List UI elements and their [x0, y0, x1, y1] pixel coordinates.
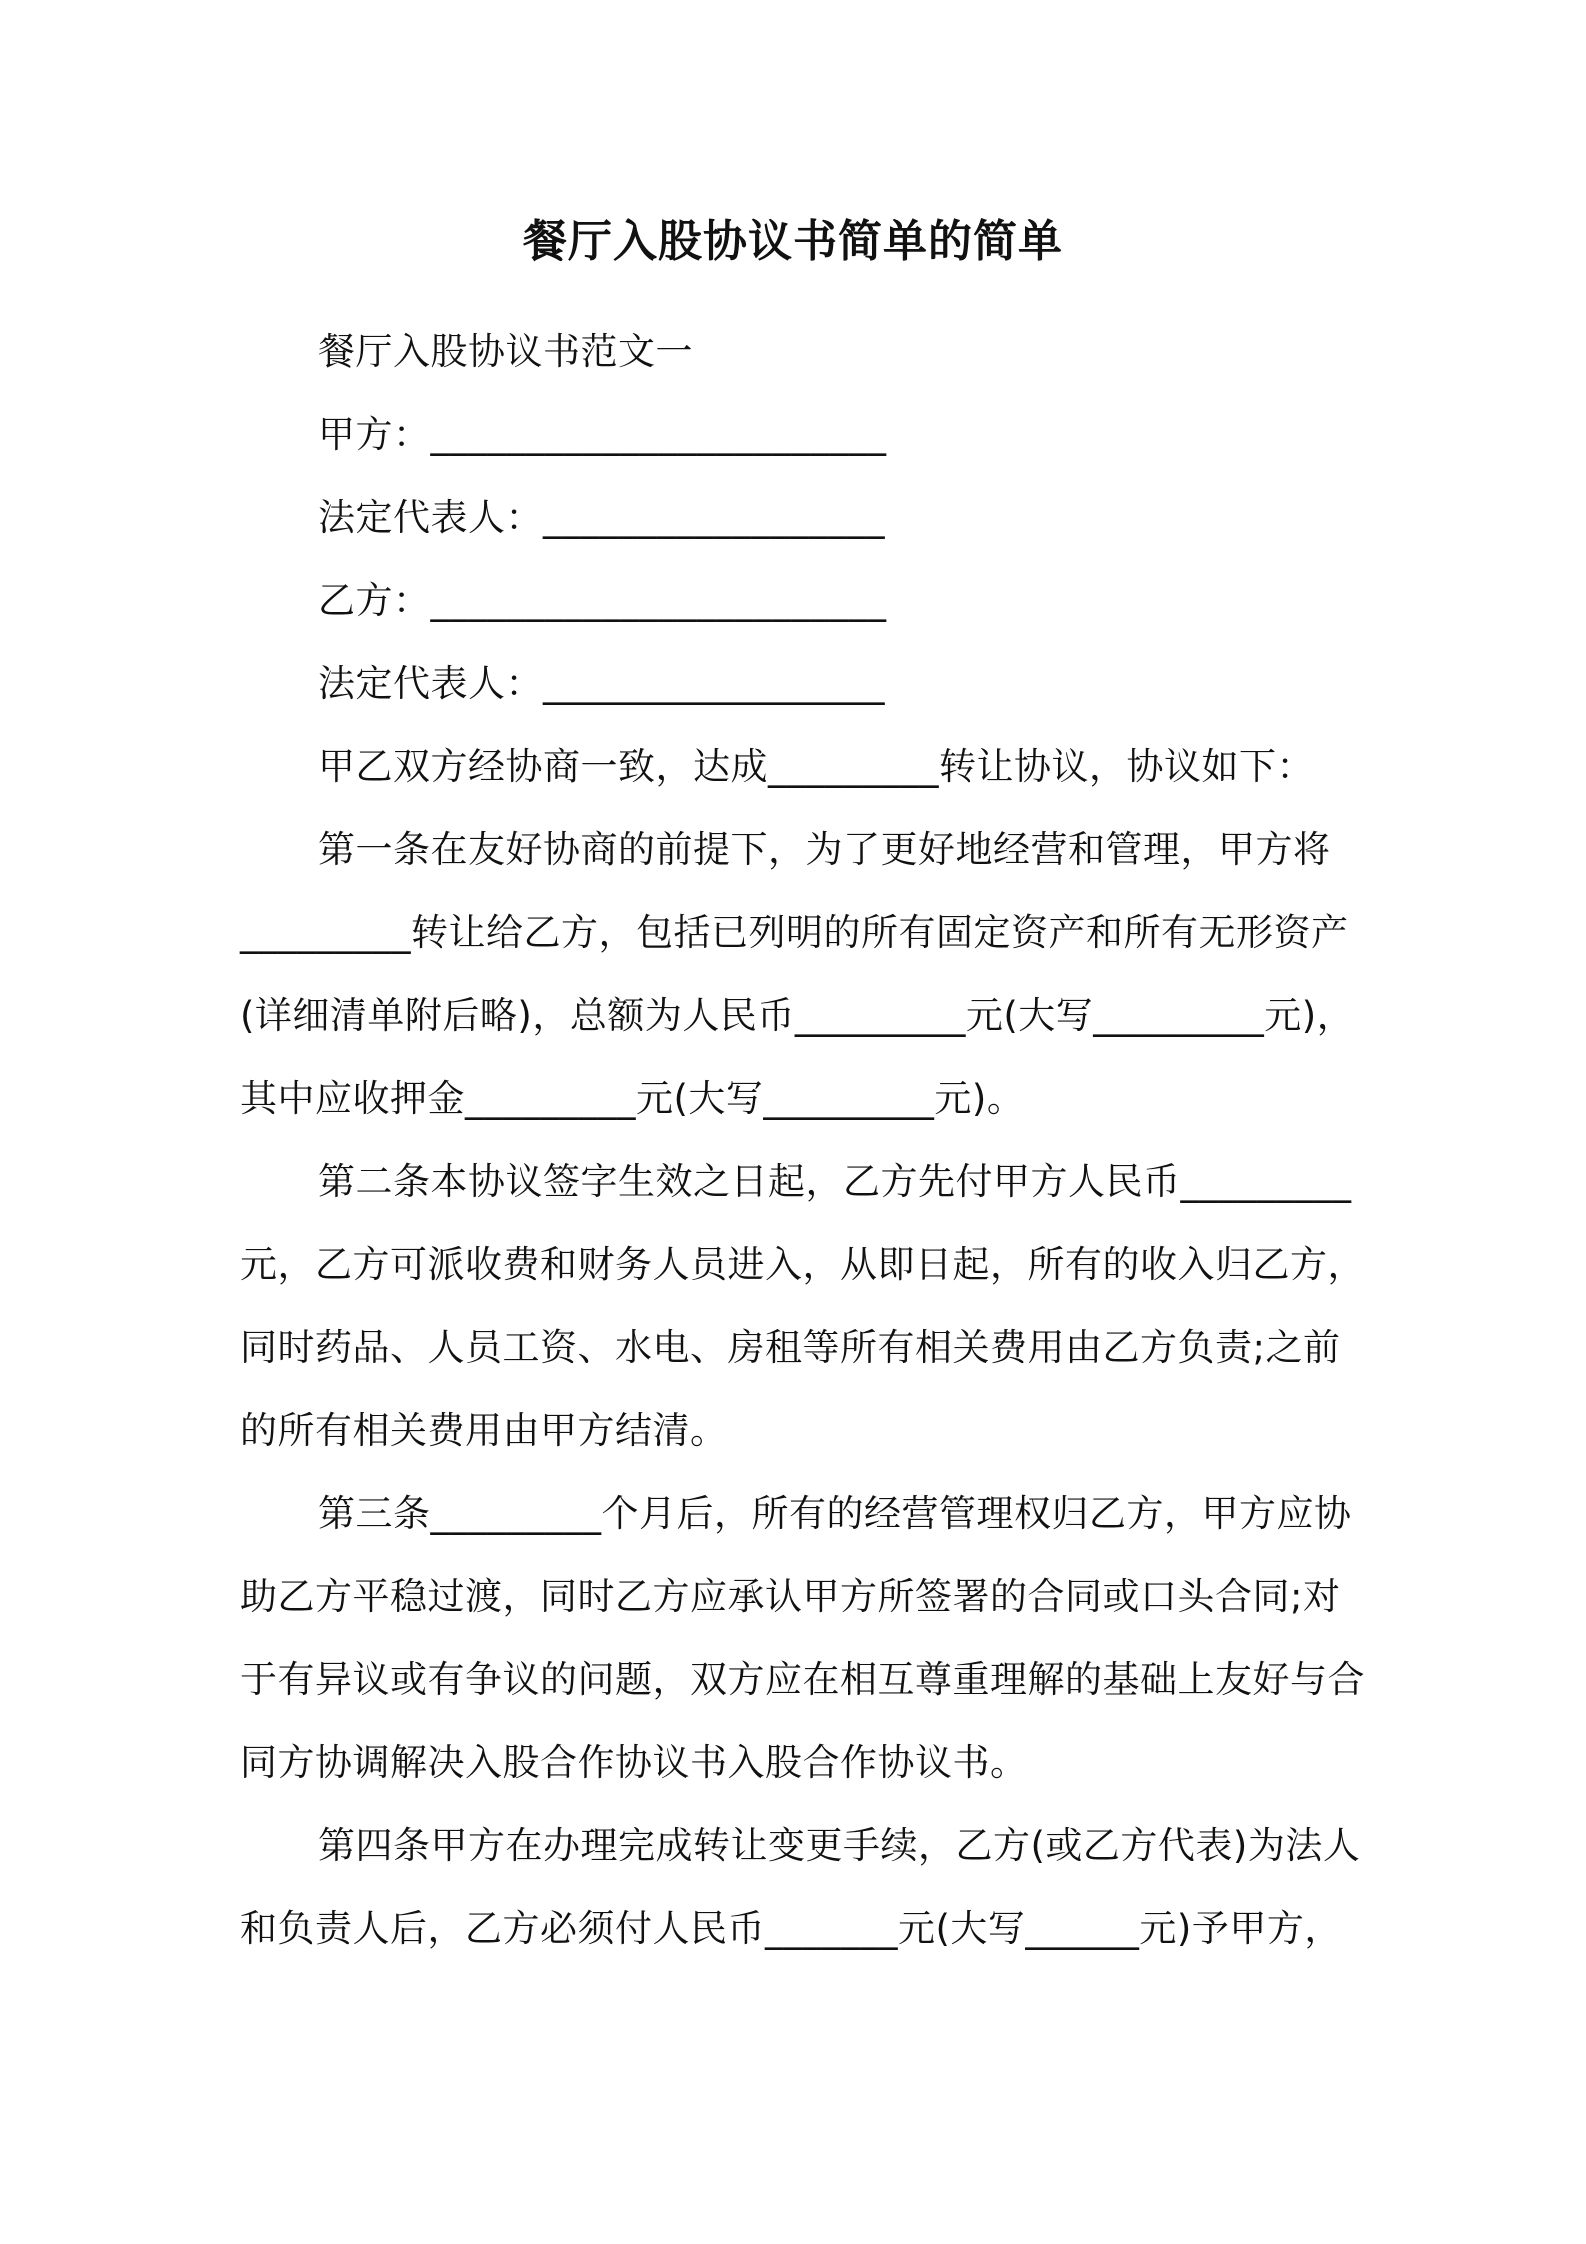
article-1-line-1: 第一条在友好协商的前提下，为了更好地经营和管理，甲方将 [318, 828, 1331, 871]
party-a-line: 甲方：________________________ [318, 413, 887, 456]
article-1-line-2: _________转让给乙方，包括已列明的所有固定资产和所有无形资产 [240, 911, 1349, 954]
article-2-line-1: 第二条本协议签字生效之日起，乙方先付甲方人民币_________ [318, 1160, 1352, 1203]
article-3-line-4: 同方协调解决入股合作协议书入股合作协议书。 [240, 1741, 1028, 1784]
article-3-line-1: 第三条_________个月后，所有的经营管理权归乙方，甲方应协 [318, 1492, 1352, 1535]
party-b-representative-line: 法定代表人：__________________ [318, 662, 885, 705]
article-3-line-3: 于有异议或有争议的问题，双方应在相互尊重理解的基础上友好与合 [240, 1658, 1365, 1701]
article-1-line-4: 其中应收押金_________元(大写_________元)。 [240, 1077, 1025, 1120]
article-4-line-2: 和负责人后，乙方必须付人民币_______元(大写______元)予甲方， [240, 1907, 1342, 1950]
article-2-line-3: 同时药品、人员工资、水电、房租等所有相关费用由乙方负责;之前 [240, 1326, 1341, 1369]
article-4-line-1: 第四条甲方在办理完成转让变更手续，乙方(或乙方代表)为法人 [318, 1824, 1361, 1867]
document-title: 餐厅入股协议书简单的简单 [523, 216, 1063, 267]
article-1-line-3: (详细清单附后略)，总额为人民币_________元(大写_________元)， [240, 994, 1355, 1037]
article-3-line-2: 助乙方平稳过渡，同时乙方应承认甲方所签署的合同或口头合同;对 [240, 1575, 1341, 1618]
article-2-line-4: 的所有相关费用由甲方结清。 [240, 1409, 728, 1452]
section-heading: 餐厅入股协议书范文一 [318, 330, 693, 373]
agreement-intro-line: 甲乙双方经协商一致，达成_________转让协议，协议如下： [318, 745, 1314, 788]
party-a-representative-line: 法定代表人：__________________ [318, 496, 885, 539]
party-b-line: 乙方：________________________ [318, 579, 887, 622]
article-2-line-2: 元，乙方可派收费和财务人员进入，从即日起，所有的收入归乙方， [240, 1243, 1365, 1286]
